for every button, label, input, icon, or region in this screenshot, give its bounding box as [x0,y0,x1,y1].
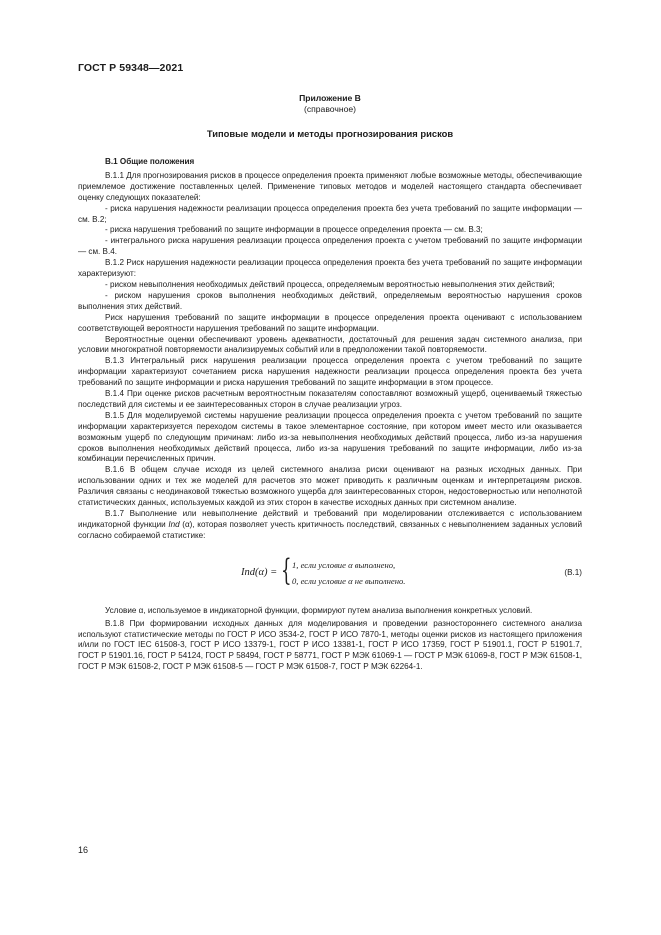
paragraph: В.1.1 Для прогнозирования рисков в процессе определения проекта применяют любые возможные методы, обеспечивающие приемлемое достижение поставленных целей. Применение типовых методов и моделей настоящего стандарта обеспечивает оценку следующих показателей: [78,170,582,202]
annex-subtitle: (справочное) [303,104,357,114]
paragraph: В.1.3 Интегральный риск нарушения реализации процесса определения проекта с учетом требований по защите информации характеризуют сочетанием риска нарушения надежности реализации процесса определения проекта без учета требований по защите информации и риска нарушения требований по защите информации в этом процессе. [78,356,582,388]
brace-icon: { [281,552,292,588]
paragraph: В.1.5 Для моделируемой системы нарушение реализации процесса определения проекта с учетом требований по защите информации характеризуется переходом системы в такое элементарное состояние, при котором имеет место или оказывается возможным ущерб по следующим причинам: либо из-за невыполнения необходимых действий процесса, либо из-за нарушения сроков выполнения необходимых действий процесса, либо из-за нарушения требований по защите информации, либо из-за комбинации перечисленных причин. [78,410,582,464]
formula-case-true: 1, если условие α выполнено, [292,559,396,570]
annex-title: Приложение В [299,93,361,103]
list-item: - риском нарушения сроков выполнения необходимых действий, определяемым вероятностью нарушения сроков выполнения этих действий. [78,290,582,311]
paragraph: В.1.6 В общем случае исходя из целей системного анализа риски оценивают на разных исходных данных. При использовании одних и тех же моделей для расчетов это может приводить к различным оценкам и интерпретациям рисков. Различия связаны с неодинаковой тяжестью возможного ущерба для заинтересованных сторон, недостоверностью или неполнотой статистических данных, используемых каждой из этих сторон в качестве исходных данных при системном анализе. [78,465,582,508]
list-item: - риском невыполнения необходимых действий процесса, определяемым вероятностью невыполнения этих действий; [105,279,555,289]
list-item: - риска нарушения требований по защите информации в процессе определения проекта — см. В.3; [105,225,483,235]
paragraph: Вероятностные оценки обеспечивают уровень адекватности, достаточный для решения задач системного анализа, при условии многократной повторяемости анализируемых событий или в предположении такой повторяемости. [78,334,582,355]
body-text [78,157,582,673]
paragraph: В.1.4 При оценке рисков расчетным вероятностным показателям сопоставляют возможный ущерб, оцениваемый тяжестью последствий для системы и ее заинтересованных сторон в случае реализации угроз. [78,389,582,409]
page-number: 16 [78,845,89,855]
formula-case-false: 0, если условие α не выполнено. [292,575,406,586]
formula-lhs: Ind(α) = [241,566,278,578]
indicator-function-name: Ind [168,519,180,529]
list-item: - риска нарушения надежности реализации процесса определения проекта без учета требований по защите информации — см. В.2; [78,203,582,224]
paragraph-text: В.1.7 Выполнение или невыполнение действий и требований при моделировании отслеживается с использованием индикаторной функции [78,509,582,529]
list-item: - интегрального риска нарушения реализации процесса определения проекта с учетом требований по защите информации — см. В.4. [78,236,582,257]
formula-number: (В.1) [564,567,582,577]
standard-code: ГОСТ Р 59348—2021 [78,62,184,74]
paragraph: Условие α, используемое в индикаторной функции, формируют путем анализа выполнения конкретных условий. [105,605,533,615]
paragraph: В.1.8 При формировании исходных данных для моделирования и проведении разностороннего системного анализа используют статистические методы по ГОСТ Р ИСО 3534-2, ГОСТ Р ИСО 7870-1, методы оценки рисков из настоящего приложения и/или по ГОСТ IEC 61508-3, ГОСТ Р ИСО 13379-1, ГОСТ Р ИСО 13381-1, ГОСТ Р ИСО 17359, ГОСТ Р 51901.1, ГОСТ Р 51901.7, ГОСТ Р 51901.16, ГОСТ Р 54124, ГОСТ Р 58494, ГОСТ Р 58771, ГОСТ Р МЭК 61069-1 — ГОСТ Р МЭК 61069-8, ГОСТ Р МЭК 61508-1, ГОСТ Р МЭК 61508-2, ГОСТ Р МЭК 61508-5 — ГОСТ Р МЭК 61508-7, ГОСТ Р МЭК 62264-1. [78,618,582,672]
formula-b1 [78,554,582,598]
paragraph [78,509,582,542]
paragraph: В.1.2 Риск нарушения надежности реализации процесса определения проекта без учета требований по защите информации характеризуют: [78,258,582,279]
paragraph: Риск нарушения требований по защите информации в процессе определения проекта оценивают с использованием соответствующей вероятности нарушения требований по защите информации. [78,312,582,333]
paragraph-text: (α), которая позволяет учесть критичность последствий, связанных с невыполнением заданных условий согласно собираемой статистике: [78,519,582,540]
annex-heading: Типовые модели и методы прогнозирования рисков [206,128,454,139]
section-heading: В.1 Общие положения [105,157,195,166]
